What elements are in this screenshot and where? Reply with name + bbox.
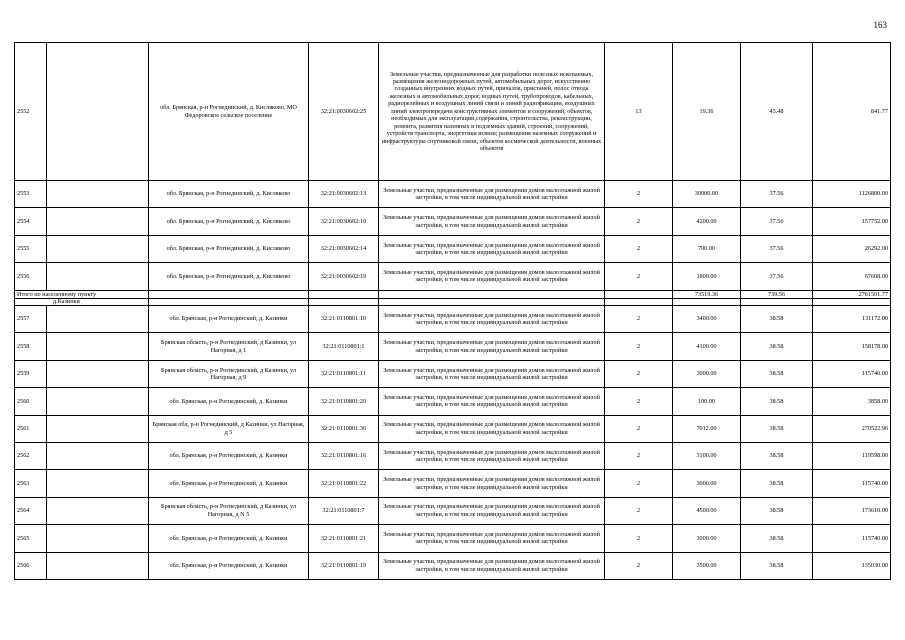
- blank-cell: [47, 235, 149, 262]
- blank-cell: [47, 442, 149, 469]
- row-number: 2552: [15, 43, 47, 181]
- group-cell: 2: [605, 552, 673, 579]
- cadastral-value-cell: 131172.00: [813, 306, 891, 333]
- cadastral-number-cell: 32:21:0030602:19: [309, 263, 379, 290]
- land-use-cell: Земельные участки, предназначенные для размещения домов малоэтажной жилой застройки, в том числе индивидуальной жилой застройки: [379, 333, 605, 360]
- rate-cell: 43.48: [741, 43, 813, 181]
- address-cell: обл. Брянская, р-н Рогнединский, д. Казинки: [149, 306, 309, 333]
- table-row: [15, 497, 891, 524]
- group-cell: 13: [605, 43, 673, 181]
- cadastral-value-cell: 173610.00: [813, 497, 891, 524]
- table-body-kislyakovo: [15, 43, 891, 291]
- cadastral-number-cell: 32:21:0110801:21: [309, 525, 379, 552]
- row-number: 2563: [15, 470, 47, 497]
- area-cell: 4500.00: [673, 497, 741, 524]
- cadastral-value-table: [14, 42, 891, 580]
- row-number: 2565: [15, 525, 47, 552]
- area-cell: 3000.00: [673, 470, 741, 497]
- cadastral-value-cell: 67608.00: [813, 263, 891, 290]
- area-cell: 7012.00: [673, 415, 741, 442]
- blank-cell: [47, 470, 149, 497]
- group-cell: 2: [605, 333, 673, 360]
- settlement-name-cell: [15, 299, 149, 306]
- table-row: [15, 208, 891, 235]
- row-number: 2553: [15, 181, 47, 208]
- group-cell: 2: [605, 208, 673, 235]
- cadastral-value-cell: 115740.00: [813, 360, 891, 387]
- land-use-cell: Земельные участки, предназначенные для размещения домов малоэтажной жилой застройки, в том числе индивидуальной жилой застройки: [379, 470, 605, 497]
- land-use-cell: Земельные участки, предназначенные для разработки полезных ископаемых, размещения железнодорожных путей, автомобильных дорог, искусственно созданных внутренних водных путей, причалов, пристаней, полос отвода железных и автомобильных дорог, водных путей, трубопроводов, кабельных, радиорелейных и воздушных линий связи и линий радиофикации, воздушных линий электропередачи конструктивных элементов и сооружений, объектов, необходимых для эксплуатации,содержания, строительства, реконструкции, ремонта, развития наземных и подземных зданий, строений, сооружений, устройств транспорта, энергетики исвязи; размещения наземных сооружений и инфраструктуры спутниковой связи, объектов космической деятельности, военных объектов: [379, 43, 605, 181]
- settlement-empty-cell: [741, 299, 813, 306]
- rate-cell: 38.58: [741, 306, 813, 333]
- rate-cell: 37.56: [741, 181, 813, 208]
- land-use-cell: Земельные участки, предназначенные для размещения домов малоэтажной жилой застройки, в том числе индивидуальной жилой застройки: [379, 388, 605, 415]
- cadastral-value-cell: 115740.00: [813, 525, 891, 552]
- area-cell: 100.00: [673, 388, 741, 415]
- rate-cell: 37.56: [741, 235, 813, 262]
- blank-cell: [47, 415, 149, 442]
- blank-cell: [47, 181, 149, 208]
- table-row: [15, 306, 891, 333]
- rate-cell: 38.58: [741, 470, 813, 497]
- address-cell: обл. Брянская, р-н Рогнединский, д. Казинки: [149, 388, 309, 415]
- row-number: 2558: [15, 333, 47, 360]
- row-number: 2559: [15, 360, 47, 387]
- land-use-cell: Земельные участки, предназначенные для размещения домов малоэтажной жилой застройки, в том числе индивидуальной жилой застройки: [379, 525, 605, 552]
- table-row: [15, 525, 891, 552]
- row-number: 2556: [15, 263, 47, 290]
- group-cell: 2: [605, 497, 673, 524]
- subtotal-area: 73519.36: [673, 290, 741, 298]
- blank-cell: [47, 306, 149, 333]
- row-number: 2564: [15, 497, 47, 524]
- row-number: 2555: [15, 235, 47, 262]
- area-cell: 30000.00: [673, 181, 741, 208]
- group-cell: 2: [605, 388, 673, 415]
- subtotal-rate: 739.56: [741, 290, 813, 298]
- row-number: 2557: [15, 306, 47, 333]
- cadastral-number-cell: 32:21:0110801:1: [309, 333, 379, 360]
- address-cell: обл. Брянская, р-н Рогнединский, д. Кисляково: [149, 208, 309, 235]
- land-use-cell: Земельные участки, предназначенные для размещения домов малоэтажной жилой застройки, в том числе индивидуальной жилой застройки: [379, 497, 605, 524]
- cadastral-value-cell: 841.77: [813, 43, 891, 181]
- row-number: 2560: [15, 388, 47, 415]
- cadastral-number-cell: 32:21:0030602:10: [309, 208, 379, 235]
- settlement-empty-cell: [379, 299, 605, 306]
- cadastral-value-cell: 1126800.00: [813, 181, 891, 208]
- address-cell: Брянская обл, р-н Рогнединский, д Казинки, ул Нагорная, д 5: [149, 415, 309, 442]
- address-cell: обл. Брянская, р-н Рогнединский, д. Казинки: [149, 525, 309, 552]
- settlement-empty-cell: [673, 299, 741, 306]
- group-cell: 2: [605, 263, 673, 290]
- cadastral-value-cell: 119598.00: [813, 442, 891, 469]
- address-cell: обл. Брянская, р-н Рогнединский, д. Кисляково: [149, 263, 309, 290]
- rate-cell: 37.56: [741, 263, 813, 290]
- subtotal-empty-cell: [309, 290, 379, 298]
- area-cell: 3500.00: [673, 552, 741, 579]
- land-use-cell: Земельные участки, предназначенные для размещения домов малоэтажной жилой застройки, в том числе индивидуальной жилой застройки: [379, 235, 605, 262]
- group-cell: 2: [605, 360, 673, 387]
- table-body-kazinki: [15, 306, 891, 580]
- area-cell: 4200.00: [673, 208, 741, 235]
- table-row: [15, 552, 891, 579]
- settlement-empty-cell: [605, 299, 673, 306]
- land-use-cell: Земельные участки, предназначенные для размещения домов малоэтажной жилой застройки, в том числе индивидуальной жилой застройки: [379, 306, 605, 333]
- land-use-cell: Земельные участки, предназначенные для размещения домов малоэтажной жилой застройки, в том числе индивидуальной жилой застройки: [379, 415, 605, 442]
- settlement-empty-cell: [149, 299, 309, 306]
- table-row: [15, 360, 891, 387]
- cadastral-number-cell: 32:21:0110801:22: [309, 470, 379, 497]
- cadastral-number-cell: 32:21:0030602:25: [309, 43, 379, 181]
- blank-cell: [47, 497, 149, 524]
- cadastral-value-cell: 26292.00: [813, 235, 891, 262]
- blank-cell: [47, 360, 149, 387]
- subtotal-row: [15, 290, 891, 298]
- rate-cell: 38.58: [741, 552, 813, 579]
- row-number: 2566: [15, 552, 47, 579]
- table-row: [15, 181, 891, 208]
- rate-cell: 38.58: [741, 360, 813, 387]
- blank-cell: [47, 525, 149, 552]
- rate-cell: 38.58: [741, 333, 813, 360]
- blank-cell: [47, 333, 149, 360]
- rate-cell: 37.56: [741, 208, 813, 235]
- cadastral-value-cell: 115740.00: [813, 470, 891, 497]
- area-cell: 19.36: [673, 43, 741, 181]
- subtotal-empty-cell: [379, 290, 605, 298]
- subtotal-section: [15, 290, 891, 305]
- blank-cell: [47, 43, 149, 181]
- table-row: [15, 388, 891, 415]
- land-use-cell: Земельные участки, предназначенные для размещения домов малоэтажной жилой застройки, в том числе индивидуальной жилой застройки: [379, 181, 605, 208]
- group-cell: 2: [605, 470, 673, 497]
- cadastral-number-cell: 32:21:0030602:13: [309, 181, 379, 208]
- subtotal-value: 2761501.77: [813, 290, 891, 298]
- cadastral-number-cell: 32:21:0110801:20: [309, 388, 379, 415]
- area-cell: 3000.00: [673, 360, 741, 387]
- table-row: [15, 333, 891, 360]
- address-cell: Брянская область, р-н Рогнединский, д Казинки, ул Нагорная, д 9: [149, 360, 309, 387]
- cadastral-number-cell: 32:21:0110801:19: [309, 552, 379, 579]
- rate-cell: 38.58: [741, 525, 813, 552]
- area-cell: 700.00: [673, 235, 741, 262]
- subtotal-empty-cell: [149, 290, 309, 298]
- cadastral-value-cell: 157752.00: [813, 208, 891, 235]
- area-cell: 4100.00: [673, 333, 741, 360]
- blank-cell: [47, 263, 149, 290]
- table-row: [15, 442, 891, 469]
- group-cell: 2: [605, 442, 673, 469]
- address-cell: обл. Брянская, р-н Рогнединский, д. Кисляково, МО Федоровское сельское поселение: [149, 43, 309, 181]
- address-cell: Брянская область, р-н Рогнединский, д Казинки, ул Нагорная, д N 5: [149, 497, 309, 524]
- table-row: [15, 470, 891, 497]
- area-cell: 3000.00: [673, 525, 741, 552]
- land-use-cell: Земельные участки, предназначенные для размещения домов малоэтажной жилой застройки, в том числе индивидуальной жилой застройки: [379, 442, 605, 469]
- area-cell: 1800.00: [673, 263, 741, 290]
- group-cell: 2: [605, 181, 673, 208]
- land-use-cell: Земельные участки, предназначенные для размещения домов малоэтажной жилой застройки, в том числе индивидуальной жилой застройки: [379, 552, 605, 579]
- land-use-cell: Земельные участки, предназначенные для размещения домов малоэтажной жилой застройки, в том числе индивидуальной жилой застройки: [379, 263, 605, 290]
- row-number: 2554: [15, 208, 47, 235]
- blank-cell: [47, 388, 149, 415]
- group-cell: 2: [605, 306, 673, 333]
- address-cell: обл. Брянская, р-н Рогнединский, д. Кисляково: [149, 235, 309, 262]
- settlement-empty-cell: [813, 299, 891, 306]
- row-number: 2562: [15, 442, 47, 469]
- cadastral-number-cell: 32:21:0110801:36: [309, 415, 379, 442]
- cadastral-value-cell: 270522.96: [813, 415, 891, 442]
- cadastral-number-cell: 32:21:0110801:7: [309, 497, 379, 524]
- group-cell: 2: [605, 415, 673, 442]
- table-row: [15, 235, 891, 262]
- page-number: 163: [873, 20, 887, 30]
- table-row: [15, 263, 891, 290]
- subtotal-empty-cell: [605, 290, 673, 298]
- rate-cell: 38.58: [741, 497, 813, 524]
- cadastral-number-cell: 32:21:0110801:10: [309, 306, 379, 333]
- land-use-cell: Земельные участки, предназначенные для размещения домов малоэтажной жилой застройки, в том числе индивидуальной жилой застройки: [379, 360, 605, 387]
- address-cell: обл. Брянская, р-н Рогнединский, д. Казинки: [149, 442, 309, 469]
- cadastral-value-cell: 158178.00: [813, 333, 891, 360]
- settlement-empty-cell: [309, 299, 379, 306]
- settlement-header-row: [15, 299, 891, 306]
- subtotal-label: Итого по населенному пункту: [15, 290, 149, 298]
- row-number: 2561: [15, 415, 47, 442]
- cadastral-value-cell: 3858.00: [813, 388, 891, 415]
- area-cell: 3100.00: [673, 442, 741, 469]
- address-cell: обл. Брянская, р-н Рогнединский, д. Казинки: [149, 552, 309, 579]
- blank-cell: [47, 208, 149, 235]
- rate-cell: 38.58: [741, 442, 813, 469]
- area-cell: 3400.00: [673, 306, 741, 333]
- blank-cell: [47, 552, 149, 579]
- cadastral-number-cell: 32:21:0110801:11: [309, 360, 379, 387]
- rate-cell: 38.58: [741, 415, 813, 442]
- address-cell: обл. Брянская, р-н Рогнединский, д. Казинки: [149, 470, 309, 497]
- cadastral-number-cell: 32:21:0110801:16: [309, 442, 379, 469]
- address-cell: обл. Брянская, р-н Рогнединский, д. Кисляково: [149, 181, 309, 208]
- table-row: [15, 43, 891, 181]
- table-row: [15, 415, 891, 442]
- settlement-name: д.Казинки: [53, 298, 80, 305]
- group-cell: 2: [605, 235, 673, 262]
- cadastral-number-cell: 32:21:0030602:14: [309, 235, 379, 262]
- cadastral-value-cell: 135030.00: [813, 552, 891, 579]
- land-use-cell: Земельные участки, предназначенные для размещения домов малоэтажной жилой застройки, в том числе индивидуальной жилой застройки: [379, 208, 605, 235]
- rate-cell: 38.58: [741, 388, 813, 415]
- address-cell: Брянская область, р-н Рогнединский, д Казинки, ул Нагорная, д 1: [149, 333, 309, 360]
- group-cell: 2: [605, 525, 673, 552]
